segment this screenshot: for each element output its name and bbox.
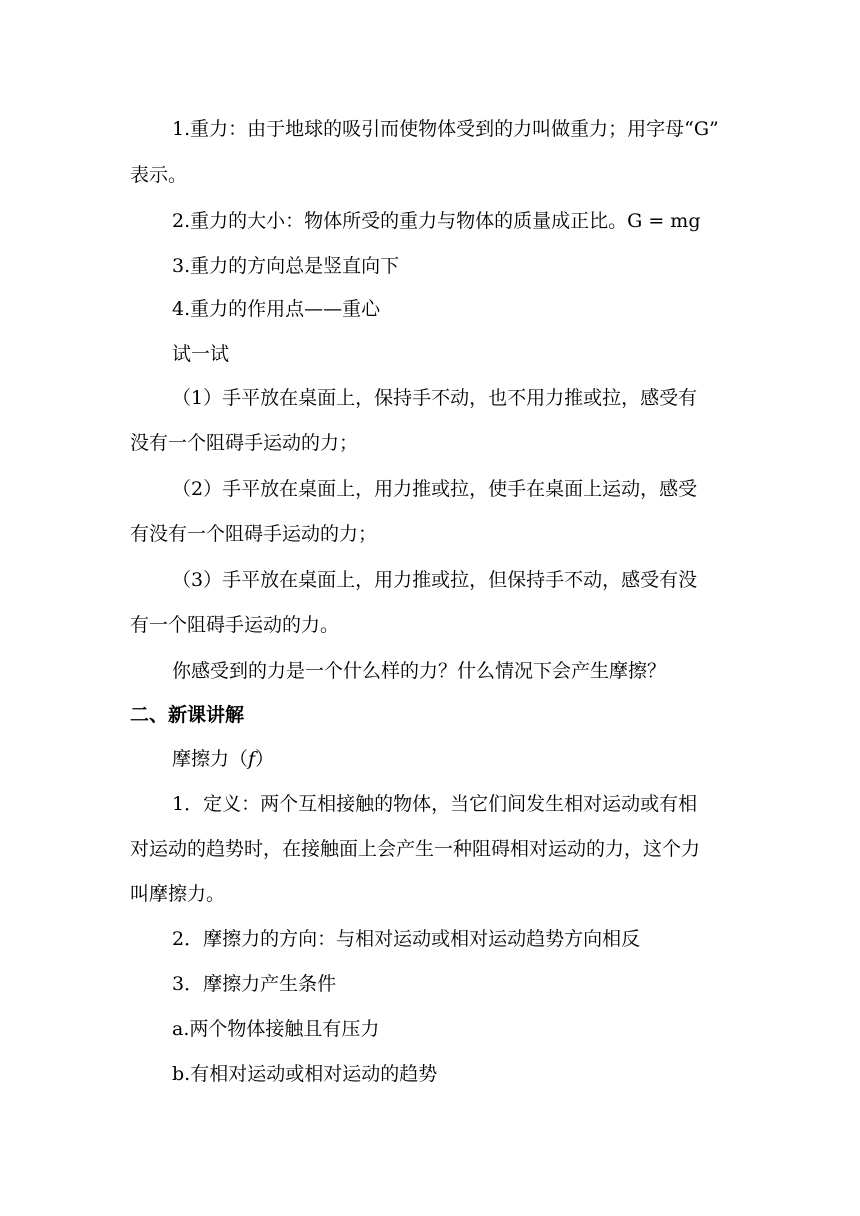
friction-definition-line1: 1．定义：两个互相接触的物体，当它们间发生相对运动或有相 — [172, 793, 698, 815]
gravity-definition-line2: 表示。 — [130, 164, 188, 186]
friction-definition-line2: 对运动的趋势时，在接触面上会产生一种阻碍相对运动的力，这个力 — [130, 838, 701, 860]
try-it-item1-line2: 没有一个阻碍手运动的力； — [130, 432, 359, 454]
gravity-direction: 3.重力的方向总是竖直向下 — [172, 255, 400, 277]
try-it-item2-line1: （2）手平放在桌面上，用力推或拉，使手在桌面上运动，感受 — [172, 478, 698, 500]
try-it-item3-line1: （3）手平放在桌面上，用力推或拉，但保持手不动，感受有没 — [172, 569, 698, 591]
friction-title — [172, 747, 792, 771]
friction-condition-a: a.两个物体接触且有压力 — [172, 1018, 380, 1040]
try-it-title: 试一试 — [172, 343, 230, 365]
gravity-application-point: 4.重力的作用点——重心 — [172, 298, 381, 320]
try-it-item2-line2: 有没有一个阻碍手运动的力； — [130, 523, 378, 545]
try-it-item3-line2: 有一个阻碍手运动的力。 — [130, 614, 340, 636]
gravity-magnitude: 2.重力的大小：物体所受的重力与物体的质量成正比。G = mg — [172, 210, 701, 232]
friction-symbol: f — [248, 748, 256, 770]
friction-conditions-title: 3．摩擦力产生条件 — [172, 973, 337, 995]
friction-title-prefix: 摩擦力（ — [172, 748, 249, 770]
friction-definition-line3: 叫摩擦力。 — [130, 883, 226, 905]
friction-condition-b: b.有相对运动或相对运动的趋势 — [172, 1063, 438, 1085]
section-heading: 二、新课讲解 — [130, 704, 245, 726]
friction-direction: 2．摩擦力的方向：与相对运动或相对运动趋势方向相反 — [172, 928, 641, 950]
friction-title-suffix: ） — [255, 748, 275, 770]
try-it-question: 你感受到的力是一个什么样的力？什么情况下会产生摩擦？ — [172, 660, 667, 682]
gravity-definition-line1: 1.重力：由于地球的吸引而使物体受到的力叫做重力；用字母“G” — [172, 118, 719, 140]
try-it-item1-line1: （1）手平放在桌面上，保持手不动，也不用力推或拉，感受有 — [172, 387, 698, 409]
